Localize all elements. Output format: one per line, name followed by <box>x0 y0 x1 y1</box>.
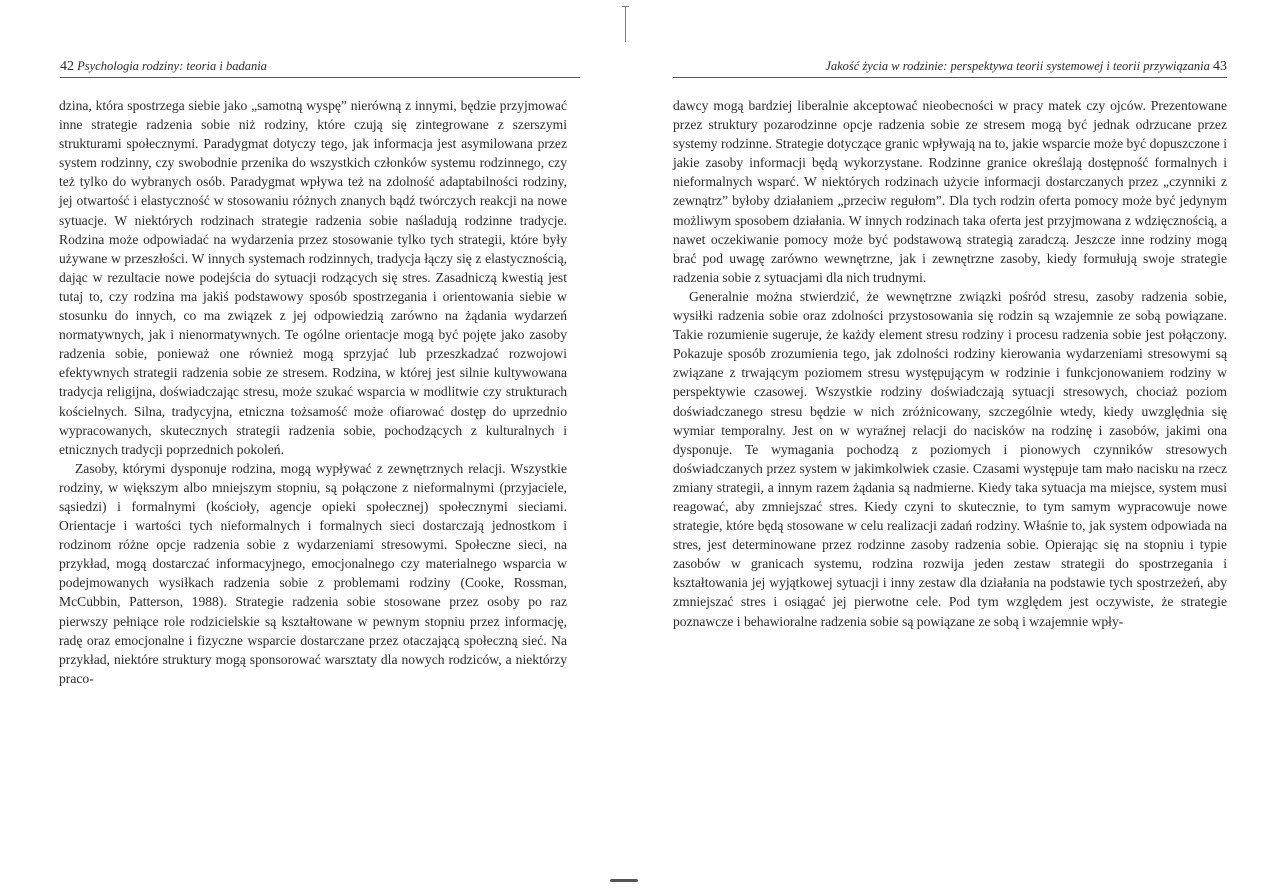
right-body-text <box>673 96 1227 631</box>
left-paragraph-1: dzina, która spostrzega siebie jako „samotną wyspę” nierówną z innymi, będzie przyjmować inne strategie radzenia sobie niż rodziny, które czują się zintegrowane z szerszymi strukturami społecznymi. Paradygmat dotyczy tego, jak informacja jest asymilowana przez system rodzinny, czy swobodnie przenika do wszystkich członków systemu rodzinnego, czy też tylko do wybranych osób. Paradygmat wpływa też na zdolność adaptabilności rodziny, jej otwartość i elastyczność w stosowaniu różnych znanych bądź twórczych reakcji na nowe sytuacje. W niektórych rodzinach strategie radzenia sobie naśladują rodzinne tradycje. Rodzina może odpowiadać na wydarzenia przez stosowanie tylko tych strategii, które były używane w przeszłości. W innych systemach rodzinnych, tradycja łączy się z elastycznością, dając w rezultacie nowe podejścia do sytuacji rodzących się stres. Zasadniczą kwestią jest tutaj to, czy rodzina ma jakiś podstawowy sposób spostrzegania i orientowania siebie w stosunku do innych, co ma związek z jej odpowiedzią zarówno na żądania wydarzeń normatywnych, jak i nienormatywnych. Te ogólne orientacje mogą być pojęte jako zasoby radzenia sobie, ponieważ one również mogą sprzyjać lub przeszkadzać rozwojowi efektywnych strategii radzenia sobie ze stresem. Rodzina, w której jest silnie kultywowana tradycja religijna, doświadczając stresu, może szukać wsparcia w modlitwie czy strukturach kościelnych. Silna, tradycyjna, etniczna tożsamość może ofiarować dostęp do uprzednio wypracowanych, skutecznych strategii radzenia sobie, pochodzących z kulturalnych i etnicznych tradycji poprzednich pokoleń. <box>59 98 567 457</box>
left-header-rule <box>60 77 580 78</box>
right-paragraph-2: Generalnie można stwierdzić, że wewnętrzne związki pośród stresu, zasoby radzenia sobie, wysiłki radzenia sobie oraz zdolności przystosowania się rodzin są wzajemnie ze sobą powiązane. Takie rozumienie sugeruje, że każdy element stresu rodziny i procesu radzenia sobie jest połączony. Pokazuje sposób zrozumienia tego, jak zdolności rodziny kierowania wydarzeniami stresowymi są związane z trwającym poziomem stresu występującym w rodzinie i funkcjonowaniem rodziny w perspektywie czasowej. Wszystkie rodziny doświadczają sytuacji stresowych, chociaż poziom doświadczanego stresu będzie w nich zróżnicowany, szczególnie wtedy, kiedy uwzględnia się wymiar temporalny. Jest on w wyraźnej relacji do nacisków na rodzinę i zasobów, jakimi ona dysponuje. Te wymagania pochodzą z poziomych i pionowych czynników stresowych doświadczanych przez system w jakimkolwiek czasie. Czasami występuje tam mało nacisku na rzecz zmiany strategii, a innym razem żądania są nadmierne. Kiedy taka sytuacja ma miejsce, system musi reagować, aby zmniejszać stres. Kiedy czyni to skutecznie, to tym samym wypracowuje nowe strategie, które będą stosowane w celu realizacji zadań rodziny. Właśnie to, jak system odpowiada na stres, jest determinowane przez rodzinne zasoby radzenia sobie. Opierając się na stopniu i typie zasobów w granicach systemu, rodzina rozwija jeden zestaw strategii do spostrzegania i kształtowania jej wyjątkowej sytuacji i inny zestaw dla działania na podstawie tych spostrzeżeń, aby zmniejszać stres i osiągać jej pierwotne cele. Pod tym względem jest oczywiste, że strategie poznawcze i behawioralne radzenia sobie są powiązane ze sobą i wzajemnie wpły- <box>673 288 1227 629</box>
left-page-number: 42 <box>60 59 74 74</box>
left-running-title: Psychologia rodziny: teoria i badania <box>77 59 267 73</box>
bottom-crop-mark <box>610 879 638 882</box>
right-page-number: 43 <box>1213 59 1227 74</box>
right-header-rule <box>673 77 1227 78</box>
left-page <box>0 0 620 893</box>
left-body-text <box>59 96 567 688</box>
right-running-title: Jakość życia w rodzinie: perspektywa teorii systemowej i teorii przywiązania <box>825 59 1210 73</box>
right-page <box>640 0 1263 893</box>
right-running-header <box>825 57 1227 75</box>
right-paragraph-1: dawcy mogą bardziej liberalnie akceptować nieobecności w pracy matek czy ojców. Prezentowane przez struktury pozarodzinne opcje radzenia sobie ze stresem mogą być jednak odrzucane przez systemy rodzinne. Strategie dotyczące granic wpływają na to, jakie wsparcie może być dopuszczone i jakie zasoby informacji będą wykorzystane. Rodzinne granice określają dostępność formalnych i nieformalnych wsparć. W niektórych rodzinach użycie informacji dostarczanych przez „czynniki z zewnątrz” byłoby działaniem „przeciw regułom”. Dla tych rodzin oferta pomocy może być jedynym możliwym sposobem działania. W innych rodzinach taka oferta jest przyjmowana z wdzięcznością, a nawet oczekiwanie pomocy może być podstawową strategią zaradczą. Jeszcze inne rodziny mogą brać pod uwagę zarówno wewnętrzne, jak i zewnętrzne zasoby, kiedy formułują swoje strategie radzenia sobie z sytuacjami dla nich trudnymi. <box>673 98 1227 285</box>
gutter-crop-mark <box>625 6 626 42</box>
left-paragraph-2: Zasoby, którymi dysponuje rodzina, mogą wypływać z zewnętrznych relacji. Wszystkie rodziny, w większym albo mniejszym stopniu, są połączone z nieformalnymi (przyjaciele, sąsiedzi) i formalnymi (kościoły, agencje opieki społecznej) społecznymi sieciami. Orientacje i wartości tych nieformalnych i formalnych sieci dostarczają jednostkom i rodzinom różne opcje radzenia sobie z wydarzeniami stresowymi. Społeczne sieci, na przykład, mogą dostarczać informacyjnego, emocjonalnego czy materialnego wsparcia w podejmowanych wysiłkach radzenia sobie z problemami rodziny (Cooke, Rossman, McCubbin, Patterson, 1988). Strategie radzenia sobie stosowane przez osoby po raz pierwszy pełniące role rodzicielskie są kształtowane w pewnym stopniu przez informację, radę oraz emocjonalne i fizyczne wsparcie dostarczane przez otaczającą społeczną sieć. Na przykład, niektóre struktury mogą sponsorować warsztaty dla nowych rodziców, a niektórzy praco- <box>59 460 567 686</box>
left-running-header <box>60 57 267 75</box>
